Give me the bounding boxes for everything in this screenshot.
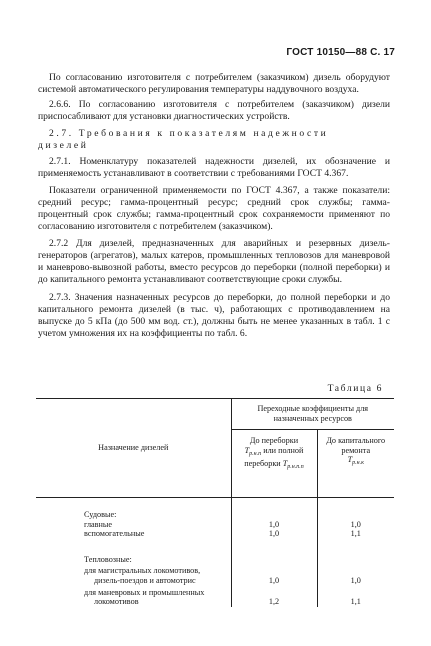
row-value-capital: 1,1 [317, 529, 394, 549]
row-label: вспомогательные [84, 529, 145, 539]
paragraph-2-7-2: 2.7.2 Для дизелей, предназначенных для аварийных и резервных дизель-генераторов (агрегатов), малых катеров, промышленных тепловозов для маневровой и маневрово-вывозной работы, вместо ресурсов до переборки (полной переборки) и до капитального ремонта устанавливают соответствующие сроки службы. [38, 238, 390, 286]
paragraph-2-7-1: 2.7.1. Номенклатуру показателей надежности дизелей, их обозначение и применяемость устанавливают в соответствии с требованиями ГОСТ 4.367. [38, 155, 390, 179]
row-value-capital: 1,0 [317, 520, 394, 530]
row-label: для магистральных локомотивов, дизель-поездов и автомотрис [84, 566, 201, 585]
paragraph-1: По согласованию изготовителя с потребителем (заказчиком) дизель оборудуют системой автоматического регулирования температуры наддувочного воздуха. [38, 72, 390, 96]
col-header-overhaul-text: До переборки [249, 436, 299, 445]
body-text [38, 72, 390, 340]
col-header-capital-repair-symbol: T [347, 455, 353, 465]
col-header-overhaul [231, 430, 317, 498]
col-header-overhaul-sub2: р.н.п.п [287, 464, 304, 471]
table-row [36, 588, 394, 607]
row-value-capital: 1,0 [317, 566, 394, 587]
col-header-capital-repair [317, 430, 394, 498]
col-header-overhaul-symbol: T [244, 445, 250, 455]
row-label: главные [84, 519, 113, 529]
row-value-overhaul [231, 549, 317, 567]
col-header-overhaul-text-b: или полной переборки [244, 445, 304, 469]
row-value-overhaul: 1,0 [231, 529, 317, 549]
paragraph-2-6-6: 2.6.6. По согласованию изготовителя с потребителем (заказчиком) дизели приспосабливают для установки диагностических устройств. [38, 99, 390, 123]
table-row [36, 520, 394, 530]
paragraph-2-7-3: 2.7.3. Значения назначенных ресурсов до переборки, до полной переборки и до капитального ремонта дизелей (в тыс. ч), работающих с противодавлением на выпуске до 5 кПа (до 500 мм вод. ст.), должны быть не менее указанных в табл. 1 с учетом умножения их на коэффициенты по табл. 6. [38, 291, 390, 339]
row-value-capital: 1,1 [317, 588, 394, 607]
row-value-overhaul: 1,0 [231, 520, 317, 530]
table-row [36, 566, 394, 587]
row-value-capital [317, 549, 394, 567]
col-header-capital-repair-text: До капитального ремонта [326, 436, 386, 455]
col-header-capital-repair-sub: р.н.к [352, 460, 364, 467]
paragraph-limited-indicators: Показатели ограниченной применяемости по ГОСТ 4.367, а также показатели: средний ресурс; гамма-процентный ресурс; средний срок службы; гамма-процентный срок службы; гамма-процентный срок сохраняемости применяют по согласованию изготовителя с потребителем (заказчиком). [38, 184, 390, 233]
table-6 [36, 398, 394, 607]
section-heading [38, 128, 390, 140]
col-header-overhaul-symbol-2: T [282, 459, 288, 469]
table-row [36, 549, 394, 567]
table-row [36, 529, 394, 549]
col-header-purpose: Назначение дизелей [36, 399, 231, 498]
row-value-overhaul: 1,2 [231, 588, 317, 607]
page-header: ГОСТ 10150—88 С. 17 [286, 47, 395, 58]
section-heading-tail: дизелей [38, 140, 89, 152]
table-caption: Таблица 6 [327, 383, 383, 394]
section-heading-main: 2.7. Требования к показателям надежности [49, 128, 329, 140]
row-label: для маневровых и промышленных локомотивов [84, 587, 205, 607]
row-value-overhaul [231, 498, 317, 520]
col-header-overhaul-sub1: р.н.п [249, 450, 262, 457]
group-header-coefficients: Переходные коэффициенты для назначенных ресурсов [231, 399, 394, 430]
row-value-capital [317, 498, 394, 520]
row-label: Тепловозные: [84, 554, 132, 564]
row-label: Судовые: [84, 510, 117, 519]
row-value-overhaul: 1,0 [231, 566, 317, 587]
table-row [36, 498, 394, 520]
